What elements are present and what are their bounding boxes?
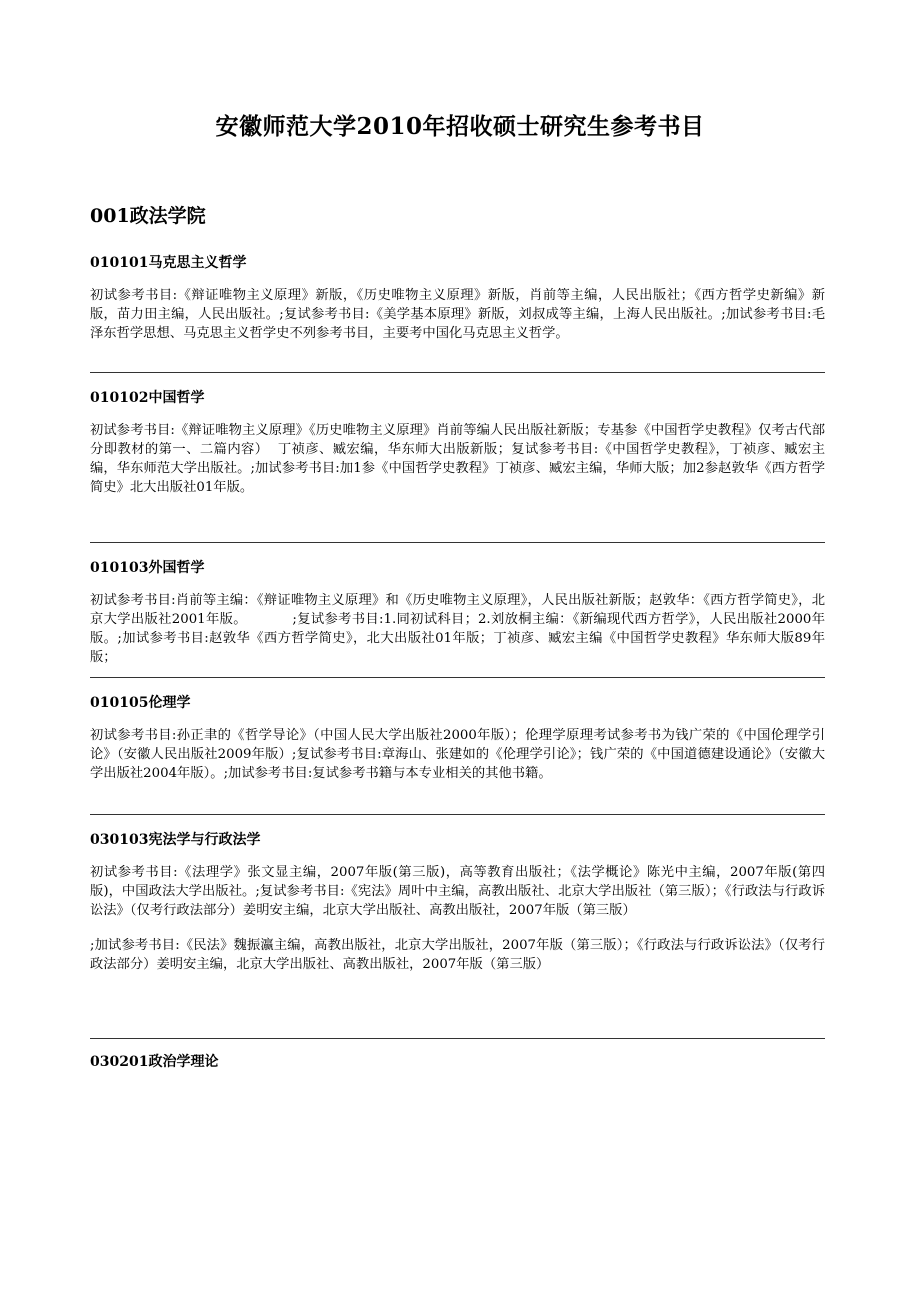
- program-heading: 010103外国哲学: [90, 560, 205, 576]
- program-heading: 030103宪法学与行政法学: [90, 832, 261, 848]
- program-paragraph: 初试参考书目:《法理学》张文显主编，2007年版(第三版)，高等教育出版社；《法学概论》陈光中主编，2007年版(第四版)，中国政法大学出版社。;复试参考书目:《宪法》周叶中主编，高教出版社、北京大学出版社（第三版）；《行政法与行政诉讼法》（仅考行政法部分）姜明安主编，北京大学出版社、高教出版社，2007年版（第三版）: [90, 865, 825, 918]
- department-heading: 001政法学院: [90, 205, 206, 227]
- program-heading: 010102中国哲学: [90, 390, 205, 406]
- program-heading: 010105伦理学: [90, 695, 191, 711]
- program-section: [90, 250, 825, 373]
- program-section: [90, 678, 825, 815]
- program-section: [90, 815, 825, 1039]
- program-paragraph: 初试参考书目:孙正聿的《哲学导论》（中国人民大学出版社2000年版）；伦理学原理考试参考书为钱广荣的《中国伦理学引论》（安徽人民出版社2009年版）;复试参考书目:章海山、张建如的《伦理学引论》；钱广荣的《中国道德建设通论》（安徽大学出版社2004年版）。;加试参考书目:复试参考书籍与本专业相关的其他书籍。: [90, 728, 825, 781]
- program-heading: 030201政治学理论: [90, 1054, 219, 1070]
- program-section: [90, 543, 825, 678]
- program-paragraph: 初试参考书目:肖前等主编：《辩证唯物主义原理》和《历史唯物主义原理》，人民出版社新版；赵敦华：《西方哲学简史》，北京大学出版社2001年版。 ;复试参考书目:1.同初试科目；2.刘放桐主编：《新编现代西方哲学》，人民出版社2000年版。;加试参考书目:赵敦华《西方哲学简史》，北大出版社01年版；丁祯彦、臧宏主编《中国哲学史教程》华东师大版89年版；: [90, 593, 825, 665]
- program-paragraph: ;加试参考书目:《民法》魏振瀛主编，高教出版社，北京大学出版社，2007年版（第三版）；《行政法与行政诉讼法》（仅考行政法部分）姜明安主编，北京大学出版社、高教出版社，2007年版（第三版）: [90, 938, 825, 972]
- page-title: 安徽师范大学2010年招收硕士研究生参考书目: [215, 113, 705, 140]
- content-area: [90, 250, 825, 1075]
- program-paragraph: 初试参考书目:《辩证唯物主义原理》《历史唯物主义原理》肖前等编人民出版社新版；专基参《中国哲学史教程》仅考古代部分即教材的第一、二篇内容） 丁祯彦、臧宏编，华东师大出版新版；复试参考书目:《中国哲学史教程》，丁祯彦、臧宏主编，华东师范大学出版社。;加试参考书目:加1参《中国哲学史教程》丁祯彦、臧宏主编，华师大版；加2参赵敦华《西方哲学简史》北大出版社01年版。: [90, 423, 825, 495]
- program-paragraph: 初试参考书目:《辩证唯物主义原理》新版，《历史唯物主义原理》新版，肖前等主编，人民出版社；《西方哲学史新编》新版，苗力田主编，人民出版社。;复试参考书目:《美学基本原理》新版，刘叔成等主编，上海人民出版社。;加试参考书目:毛泽东哲学思想、马克思主义哲学史不列参考书目，主要考中国化马克思主义哲学。: [90, 288, 825, 341]
- program-section: [90, 373, 825, 543]
- program-heading: 010101马克思主义哲学: [90, 255, 247, 271]
- program-section: [90, 1039, 825, 1075]
